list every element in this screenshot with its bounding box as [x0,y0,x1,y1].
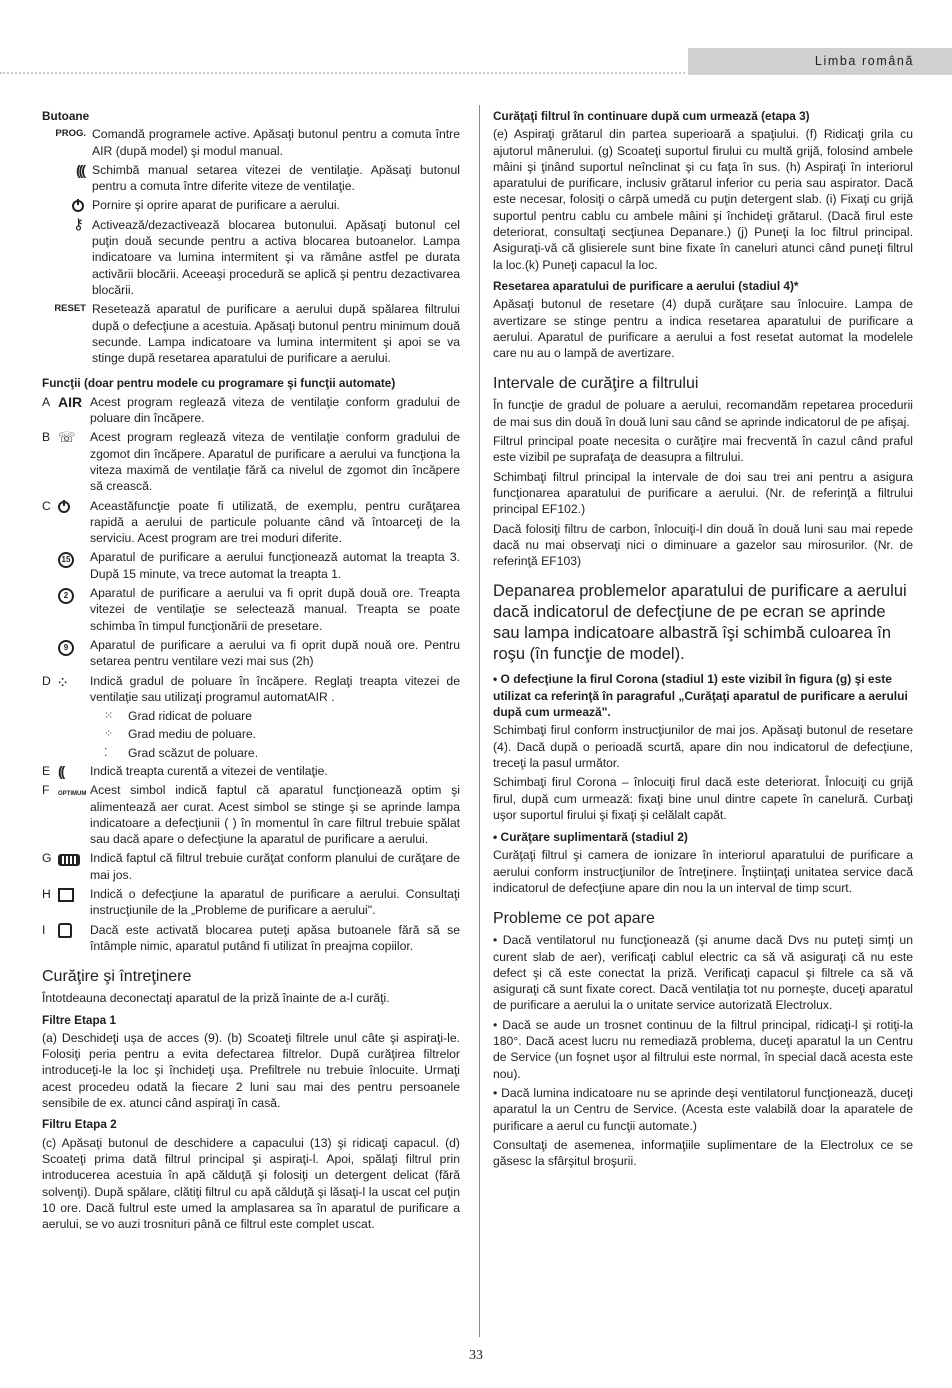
reset-text: Apăsaţi butonul de resetare (4) după curăţare sau înlocuire. Lampa de avertizare se stinge pentru a indica resetarea aparatului de purificare a aerului. Aparatul de purificare a aerului a fost resetat automat la modelele care nu au o lampă de avertizare. [493,297,913,361]
problems-p3: • Dacă lumina indicatoare nu se aprinde deşi ventilatorul funcţionează, duceţi aparatul la un Centru de Service. (Acesta este valabilă doar la aparatele de purificare a aerul cu funcţii automate.) [493,1085,913,1133]
function-b-letter: B [42,430,51,445]
troubleshoot-title: Depanarea problemelor aparatului de purificare a aerului dacă indicatorul de defecţiune de pe ecran se aprinde sau lampa indicatoare albastră îşi schimbă culoarea în roşu (în funcţie de model). [493,582,907,664]
timer-9-icon: 9 [58,640,74,656]
cleaning-intro: Întotdeauna deconectaţi aparatul de la priză înainte de a-l curăţi. [42,991,390,1006]
button-entry-lock [42,217,460,298]
function-h-letter: H [42,887,51,902]
lock-icon [58,923,72,938]
button-entry-fan-speed [42,162,460,195]
function-i-text: Dacă este activată blocarea puteţi apăsa butoanele fără să se întâmple nimic, aparatul putând fi utilizat în preajma copiilor. [90,922,460,953]
functions-title: Funcţii (doar pentru modele cu programare şi funcţii automate) [42,376,396,391]
timer-9-text: Aparatul de purificare a aerului va fi oprit după nouă ore. Pentru setarea pentru ventilare vezi mai sus (2h) [90,637,460,669]
fan-level-icon: (( [58,762,64,779]
pollution-level-high [104,708,460,724]
fault-panel-icon [58,888,74,902]
lock-description: Activează/dezactivează blocarea butonului. Apăsaţi butonul cel puţin două secunde pentru a activa blocarea butoanelor. Lampa indicatoare va lumina intermitent şi va rămâne astfel pe durata activării blocării. Aceeaşi procedură se aplică şi pentru dezactivarea blocării. [92,217,460,297]
pollution-high-icon: ⁙ [104,710,114,723]
function-g-text: Indică faptul că filtrul trebuie curăţat conform planului de curăţare de mai jos. [90,851,460,882]
extra-head: • Curăţare suplimentară (stadiul 2) [493,830,688,845]
intervals-p1: În funcţie de gradul de poluare a aerului, recomandăm repetarea procedurii de mai sus din două în două luni sau când se aprinde indicatorul de pe afişaj. [493,398,913,429]
cleaning-title: Curăţire şi întreţinere [42,968,192,986]
stage3-title: Curăţaţi filtrul în continuare după cum urmează (etapa 3) [493,109,810,123]
function-d [42,673,460,706]
left-column [42,103,460,1235]
pollution-high-label: Grad ridicat de poluare [128,709,252,724]
timer-15-text: Aparatul de purificare a aerului funcţionează automat la treapta 3. După 15 minute, va trece automat la treapta 1. [90,550,460,581]
pollution-medium-icon: ⁘ [104,728,114,741]
noise-icon: ☏ [58,429,76,446]
prog-key-label: PROG. [55,128,86,140]
timer-2-text: Aparatul de purificare a aerului va fi oprit după două ore. Treapta vitezei de ventilaţie se selectează manual. Treapta se poate schimba în timpul funcţionării de presetare. [90,586,460,633]
header-dotted-rule [0,72,685,74]
corona-p1: Schimbaţi firul conform instrucţiunilor de mai jos. Apăsaţi butonul de resetare (4). Dacă după o perioadă scurtă, apare din nou indicatorul de defecţiune, treceţi la pasul următor. [493,723,913,770]
pollution-icon: ⁘ [58,676,68,689]
button-entry-power [42,197,460,213]
extra-p: Curăţaţi filtrul şi camera de ionizare în interiorul aparatului de purificare a aerului conform instrucţiunilor de întreţinere. Înştiinţaţi unitatea service dacă indicatorul de defecţiune apare din nou la un interval de timp scurt. [493,848,913,895]
filter-icon [58,854,80,866]
buttons-title: Butoane [42,109,90,123]
stage1-text: (a) Deschideţi uşa de acces (9). (b) Scoateţi filtrele unul câte şi aspiraţi-le. Folosiţi peria pentru a evita defectarea filtrelor. După curăţirea filtrelor introduceţi-le la loc şi închideţi uşa. Prefiltrele nu trebuie înlocuite. Urmaţi acest procedeu odată la fiecare 2 luni sau mai des pentru persoanele sensibile de ex. atunci când aspiraţi în casă. [42,1030,460,1111]
stage3-text: (e) Aspiraţi grătarul din partea superioară a spaţiului. (f) Ridicaţi grila cu ajutorul mânerului. (g) Scoateţi suportul firului cu multă grijă, folosind ambele mâini şi ţinând suportul neînclinat şi cu faţa în sus. (h) Aspiraţi în interiorul aparatului de purificare, inclusiv grătarul inferior cu peria sau aspirator. Dacă este necesar, folosiţi o cârpă umedă cu puţin detergent slab. (i) Fixaţi cu grijă suportul pentru cablu cu ambele mâini şi închideţi grătarul. (Dacă firul este deteriorat, consultaţi secţiunea Depanare.) (j) Puneţi la loc filtrul principal. Asiguraţi-vă că glisierele sunt bine fixate în caneluri atunci când puneţi filtrul la loc.(k) Puneţi capacul la loc. [493,127,913,272]
timer-2-icon: 2 [58,588,74,604]
function-i-letter: I [42,922,46,937]
stage1-title: Filtre Etapa 1 [42,1012,117,1027]
power-icon [72,200,84,212]
function-b-text: Acest program reglează viteza de ventilaţie conform gradului de zgomot din încăpere. Aparatul de purificare a aerului va funcţiona la viteza maximă de ventilaţie fără ca nivelul de zgomot din încăpere să crească. [90,430,460,494]
pollution-level-low [104,745,460,761]
function-d-letter: D [42,673,51,688]
button-entry-prog [42,126,460,159]
reset-description: Resetează aparatul de purificare a aerului după spălarea filtrului după o defecţiune a acestuia. Apăsaţi butonul pentru minimum două secunde. Lampa indicatoare va lumina intermitent şi apoi se va stinge după resetarea aparatului de purificare a aerului. [92,302,460,366]
function-f-text: Acest simbol indică faptul că aparatul funcţionează optim şi alimentează aer curat. Acest simbol se stinge şi se aprinde lampa indicatoare a defecţiunii ( ) în momentul în care filtrul trebuie spălat sau dacă apare o defecţiune la aparatul de purificare a aerului. [90,783,460,847]
reset-key-label: RESET [54,303,86,315]
timer-15 [42,549,460,582]
page-number: 33 [469,1348,483,1363]
button-entry-reset [42,301,460,366]
function-a-text: Acest program reglează viteza de ventilaţie conform gradului de poluare din încăpere. [90,394,460,426]
intervals-p4: Dacă folosiţi filtru de carbon, înlocuiţi-l din două în două luni sau mai repede dacă nu mai observaţi nici o diminuare a gazelor sau mirosurilor. (Nr. de referinţă EF103) [493,521,913,569]
column-divider [479,105,480,1337]
timer-2 [42,585,460,634]
function-a-letter: A [42,394,51,409]
intervals-p2: Filtrul principal poate necesita o curăţire mai frecventă în cazul când praful este vizibil pe suprafaţa de deasupra a filtrului. [493,434,913,465]
corona-p2: Schimbaţi firul Corona – înlocuiţi firul dacă este deteriorat. Înlocuiţi cu grijă firul, după cum urmează: fixaţi bine unul dintre capete în canelură. Curbaţi uşor suportul firului şi fixaţi şi celălalt capăt. [493,775,913,822]
function-a [42,394,460,427]
function-h [42,886,460,919]
pollution-low-label: Grad scăzut de poluare. [128,745,259,760]
problems-p1: • Dacă ventilatorul nu funcţionează (şi anume dacă Dvs nu puteţi simţi un curent slab de aer), verificaţi cablul electric ca să vă asiguraţi că nu este defect şi că este conectat la priză. Verificaţi capacul şi filtrele ca să vă asiguraţi că sunt fixate corect. Dacă ventilaţia tot nu porneşte, duceţi aparatul de purificare a aerului la o unitate service autorizată Electrolux. [493,933,913,1013]
function-c-letter: C [42,498,51,513]
function-c-text: Aceastăfuncţie poate fi utilizată, de exemplu, pentru curăţarea rapidă a aerului de particule poluante când vă întoarceţi de la serviciu. Acest program are trei moduri diferite. [90,498,460,546]
fan-speed-description: Schimbă manual setarea vitezei de ventilaţie. Apăsaţi butonul pentru a comuta între diferite viteze de ventilaţie. [92,162,460,194]
intervals-title: Intervale de curăţire a filtrului [493,375,699,393]
header-language-label: Limba română [814,54,914,68]
pollution-low-icon: ⁚ [104,746,108,759]
problems-p2: • Dacă se aude un trosnet continuu de la filtrul principal, ridicaţi-l şi rotiţi-la 180°. Dacă acest lucru nu remediază problema, duceţi aparatul la un Centru de Service (un foşnet uşor al filtrului este normal, în special dacă acesta este nou). [493,1017,913,1081]
function-c [42,498,460,547]
pollution-medium-label: Grad mediu de poluare. [128,727,257,742]
problems-p4: Consultaţi de asemenea, informaţiile suplimentare de la Electrolux ce se găsesc la sfârşitul broşurii. [493,1137,913,1169]
function-e-letter: E [42,763,51,778]
corona-head: • O defecţiune la firul Corona (stadiul 1) este vizibil în figura (g) şi este utilizat ca referinţă în paragraful „Curăţaţi aparatul de purificare a aerului după cum urmează". [493,672,908,720]
fan-speed-icon: ((( [76,161,84,178]
stage2-text: (c) Apăsaţi butonul de deschidere a capacului (13) şi ridicaţi capacul. (d) Scoateţi prima dată filtrul principal şi aspiraţi-l. Apoi, spălaţi filtrul prin introducerea acestuia în apă călduţă şi folosiţi un detergent delicat (fără solvenţi). După spălare, clătiţi filtrul cu apă călduţă şi lăsaţi-l la uscat cel puţin 10 ore. Dacă fultrul este umed la amplasarea sa în aparatul de purificare a aerului, se vo auzi trosnituri până ce filtrul este complet uscat. [42,1135,460,1232]
key-icon: ⚷ [73,215,84,233]
function-g-letter: G [42,851,52,866]
function-d-text: Indică gradul de poluare în încăpere. Reglaţi treapta vitezei de ventilaţie sau utilizaţi programul automatAIR . [90,673,460,704]
optimum-icon: OPTIMUM [58,791,87,798]
function-g [42,850,460,883]
intervals-p3: Schimbaţi filtrul principal la intervale de doi sau trei ani pentru a asigura funcţionarea aparatului de purificare a aerului. (Nr. de referinţă a filtrului principal EF102.) [493,469,913,517]
function-h-text: Indică o defecţiune la aparatul de purificare a aerului. Consultaţi instrucţiunile de la „Probleme de purificare a aerului". [90,887,460,918]
timer-15-icon: 15 [58,552,74,568]
function-e [42,763,460,779]
stage2-title: Filtru Etapa 2 [42,1117,117,1132]
function-b [42,429,460,494]
pollution-level-medium [104,726,460,742]
problems-title: Probleme ce pot apare [493,910,655,928]
function-i [42,922,460,955]
right-column [493,103,913,1172]
power-description: Pornire şi oprire aparat de purificare a aerului. [92,198,340,213]
function-f-letter: F [42,783,50,798]
air-icon: AIR [58,393,83,410]
reset-title: Resetarea aparatului de purificare a aerului (stadiul 4)* [493,278,799,293]
prog-description: Comandă programele active. Apăsaţi butonul pentru a comuta între AIR (după model) şi modul manual. [92,127,460,158]
function-f [42,782,460,847]
clock-icon [58,501,70,513]
timer-9 [42,637,460,670]
function-e-text: Indică treapta curentă a vitezei de ventilaţie. [90,763,328,778]
